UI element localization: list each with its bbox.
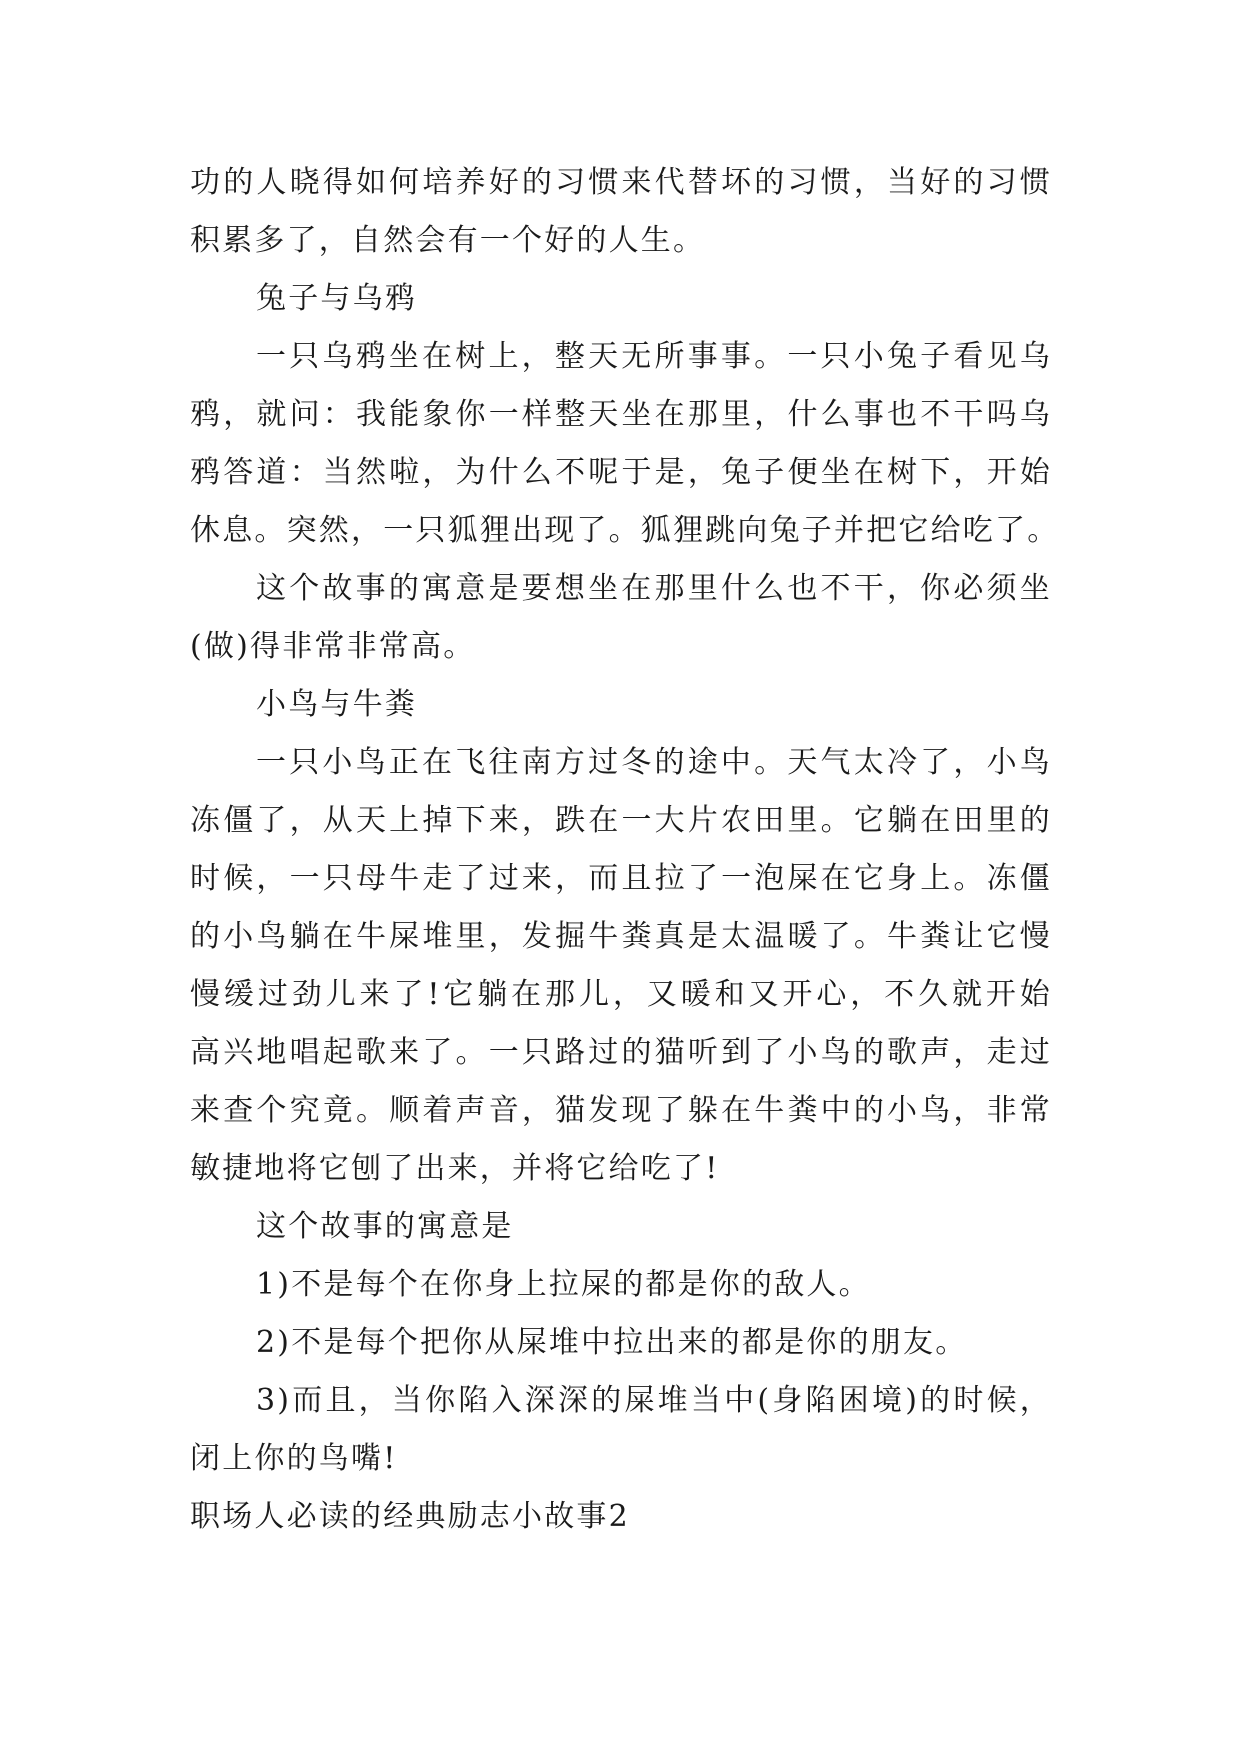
- paragraph-line: 慢缓过劲儿来了!它躺在那儿，又暖和又开心，不久就开始: [190, 977, 1052, 1012]
- paragraph-line: 一只乌鸦坐在树上，整天无所事事。一只小兔子看见乌: [256, 339, 1052, 374]
- paragraph-line: 敏捷地将它刨了出来，并将它给吃了!: [190, 1151, 720, 1186]
- paragraph-line: 时候，一只母牛走了过来，而且拉了一泡屎在它身上。冻僵: [190, 861, 1052, 896]
- paragraph-line: 这个故事的寓意是: [256, 1209, 514, 1244]
- document-body: [190, 154, 1060, 1546]
- paragraph-line: 鸦，就问：我能象你一样整天坐在那里，什么事也不干吗乌: [190, 397, 1052, 432]
- list-item: 2)不是每个把你从屎堆中拉出来的都是你的朋友。: [256, 1325, 968, 1360]
- paragraph-line: 鸦答道：当然啦，为什么不呢于是，兔子便坐在树下，开始: [190, 455, 1052, 490]
- section-heading: 小鸟与牛粪: [256, 687, 417, 722]
- section-heading: 兔子与乌鸦: [256, 281, 417, 316]
- paragraph-line: 休息。突然，一只狐狸出现了。狐狸跳向兔子并把它给吃了。: [190, 513, 1060, 548]
- paragraph-line: 一只小鸟正在飞往南方过冬的途中。天气太冷了，小鸟: [256, 745, 1052, 780]
- paragraph-line: 功的人晓得如何培养好的习惯来代替坏的习惯，当好的习惯: [190, 165, 1052, 200]
- list-item: 1)不是每个在你身上拉屎的都是你的敌人。: [256, 1267, 871, 1302]
- paragraph-line: 积累多了，自然会有一个好的人生。: [190, 223, 706, 258]
- list-item: 3)而且，当你陷入深深的屎堆当中(身陷困境)的时候，: [256, 1383, 1052, 1418]
- paragraph-line: 这个故事的寓意是要想坐在那里什么也不干，你必须坐: [256, 571, 1052, 606]
- paragraph-line: 闭上你的鸟嘴!: [190, 1441, 398, 1476]
- paragraph-line: (做)得非常非常高。: [190, 629, 476, 664]
- paragraph-line: 的小鸟躺在牛屎堆里，发掘牛粪真是太温暖了。牛粪让它慢: [190, 919, 1052, 954]
- paragraph-line: 高兴地唱起歌来了。一只路过的猫听到了小鸟的歌声，走过: [190, 1035, 1052, 1070]
- paragraph-line: 冻僵了，从天上掉下来，跌在一大片农田里。它躺在田里的: [190, 803, 1052, 838]
- document-section-title: 职场人必读的经典励志小故事2: [190, 1499, 630, 1534]
- paragraph-line: 来查个究竟。顺着声音，猫发现了躲在牛粪中的小鸟，非常: [190, 1093, 1052, 1128]
